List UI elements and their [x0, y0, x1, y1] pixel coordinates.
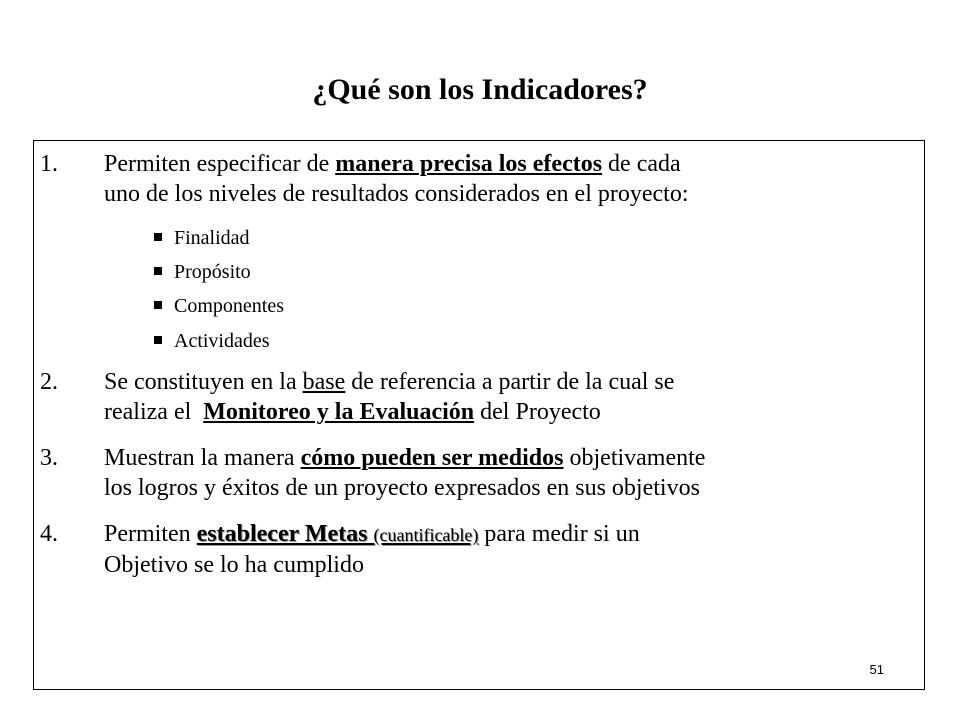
item-text — [104, 443, 904, 503]
square-bullet-icon — [154, 301, 162, 309]
item-text — [104, 367, 904, 427]
emphasis-underlined: manera precisa los efectos — [335, 151, 603, 177]
item-number: 1. — [40, 151, 58, 177]
item-line-1 — [104, 443, 904, 473]
sub-item-label: Actividades — [174, 330, 270, 352]
text-run: objetivamente — [563, 445, 706, 471]
sub-item-label: Finalidad — [174, 227, 250, 249]
emphasis-underlined: cómo pueden ser medidos — [300, 445, 564, 471]
text-run: Permiten especificar de — [104, 151, 336, 177]
item-number: 3. — [40, 445, 58, 471]
text-run: del Proyecto — [474, 399, 601, 425]
text-run: realiza el — [104, 399, 204, 425]
square-bullet-icon — [154, 336, 162, 344]
item-line-1 — [104, 149, 904, 179]
item-text — [104, 519, 904, 580]
text-run: de referencia a partir de la cual se — [345, 369, 675, 395]
item-line-2: Objetivo se lo ha cumplido — [104, 552, 364, 578]
emphasis-text: establecer Metas — [196, 521, 374, 547]
square-bullet-icon — [154, 267, 162, 275]
emphasis-underlined: base — [302, 369, 346, 395]
item-line-1 — [104, 519, 904, 550]
item-number: 2. — [40, 369, 58, 395]
sub-item-actividades — [154, 329, 270, 353]
emphasis-small-text: (cuantificable) — [373, 525, 479, 545]
page-number: 51 — [869, 662, 884, 677]
item-text — [104, 149, 904, 209]
text-run: Se constituyen en la — [104, 369, 303, 395]
slide-title: ¿Qué son los Indicadores? — [312, 73, 648, 106]
text-run: de cada — [602, 151, 681, 177]
content-frame — [33, 140, 925, 690]
sub-item-proposito — [154, 260, 251, 284]
emphasis-underlined: Monitoreo y la Evaluación — [203, 399, 475, 425]
emphasis-underlined — [197, 521, 479, 547]
sub-item-label: Componentes — [174, 295, 284, 317]
square-bullet-icon — [154, 233, 162, 241]
item-line-1 — [104, 367, 904, 397]
text-run: Permiten — [104, 521, 197, 547]
sub-item-label: Propósito — [174, 261, 251, 283]
item-line-2 — [104, 397, 904, 427]
item-line-2: los logros y éxitos de un proyecto expresados en sus objetivos — [104, 475, 700, 501]
text-run: para medir si un — [478, 521, 640, 547]
item-line-2: uno de los niveles de resultados considerados en el proyecto: — [104, 181, 689, 207]
item-number: 4. — [40, 521, 58, 547]
sub-item-finalidad — [154, 226, 250, 250]
text-run: Muestran la manera — [104, 445, 301, 471]
sub-item-componentes — [154, 294, 284, 318]
